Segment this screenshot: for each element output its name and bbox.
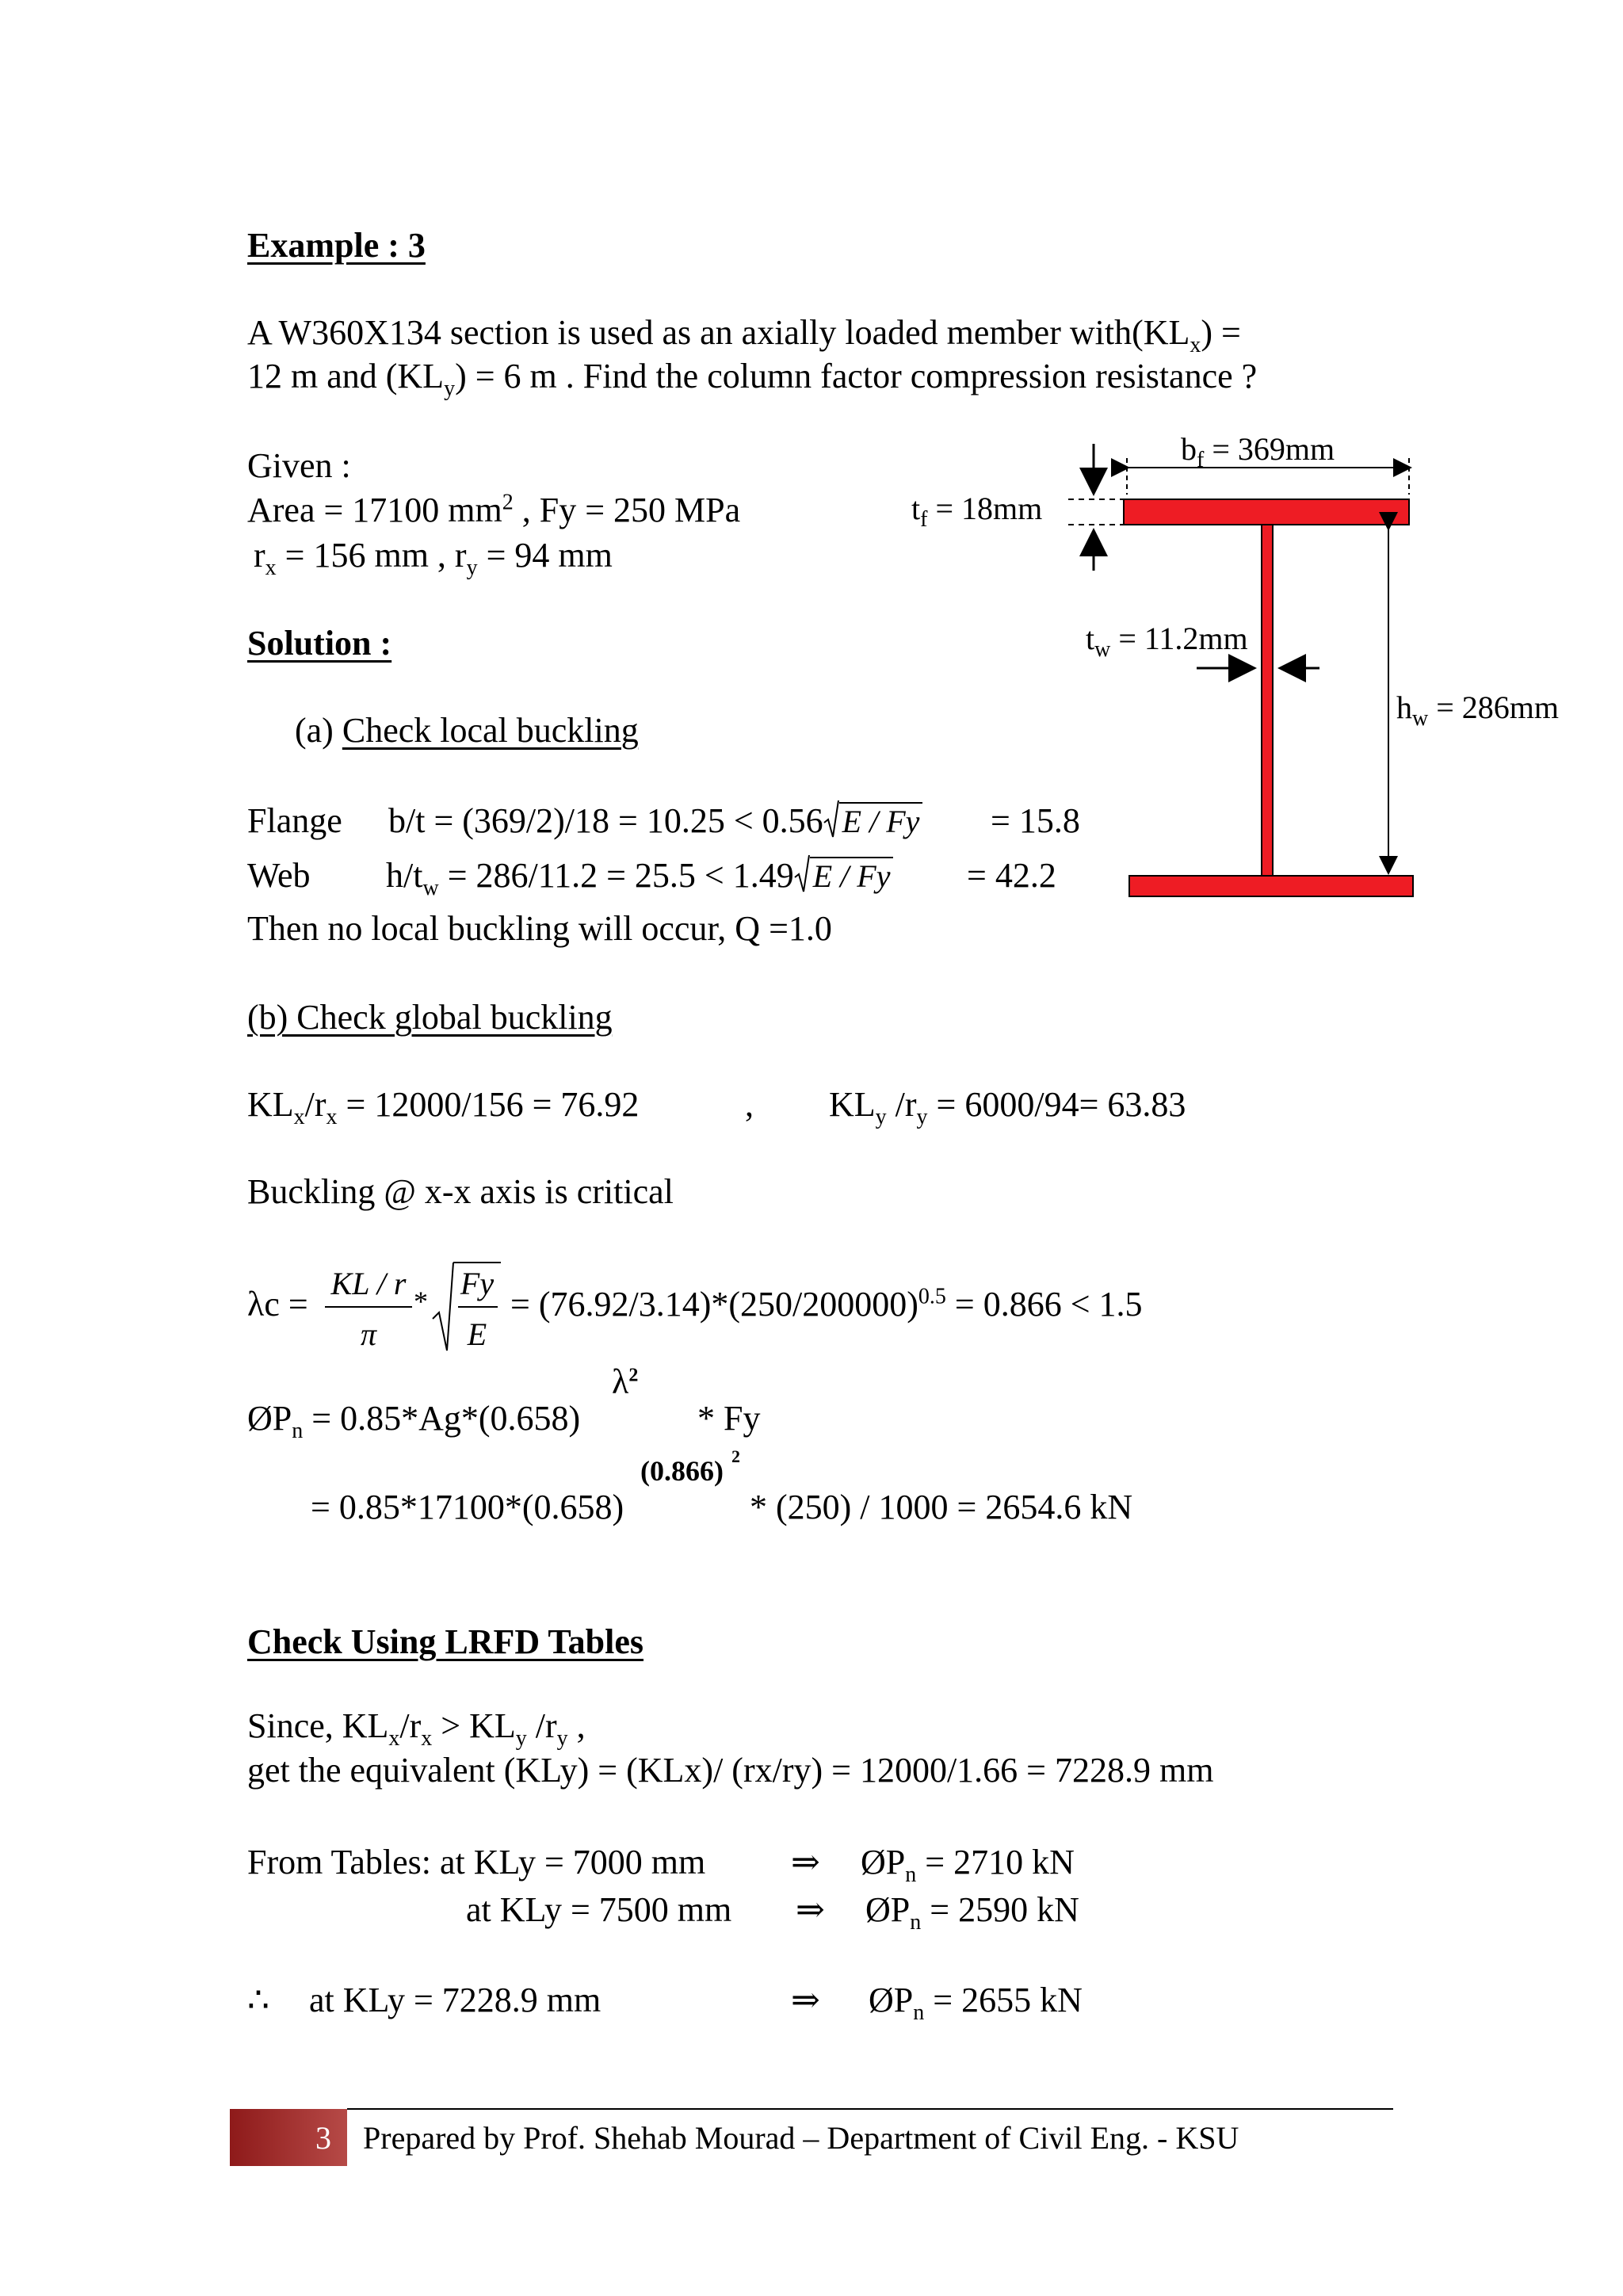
table-row-7000: From Tables: at KLy = 7000 mm <box>247 1843 706 1881</box>
part-a-heading: (a) Check local buckling <box>295 711 639 750</box>
therefore-icon: ∴ <box>247 1981 269 2019</box>
footer-rule <box>347 2108 1393 2110</box>
w-section-diagram <box>1062 428 1569 904</box>
sqrt-sign-icon <box>823 799 839 840</box>
slenderness-separator: , <box>745 1085 754 1124</box>
implies-arrow-icon: ⇒ <box>796 1890 825 1929</box>
root-fraction-numerator: Fy <box>460 1266 495 1301</box>
root-fraction-bar <box>458 1306 498 1308</box>
flange-ratio: b/t = (369/2)/18 = 10.25 < 0.56 E / Fy <box>388 804 922 839</box>
flange-label: Flange <box>247 801 342 840</box>
table-result-7000: $ØP_n = 2710$ kN <box>861 1843 1075 1887</box>
sqrt-radical: E / Fy <box>823 804 923 839</box>
slenderness-x: $KL_x/r_x = 12000/156 = 76.92$ <box>247 1085 640 1129</box>
solution-label: Solution : <box>247 624 392 663</box>
lambda-lhs: λc = <box>247 1285 308 1324</box>
sqrt-overline <box>453 1262 501 1263</box>
sqrt-sign-icon <box>794 854 810 895</box>
lambda-calculation: = $(76.92/3.14)*(250/200000)^{0.5} = 0.866 < 1.5$ <box>510 1284 1143 1324</box>
tf-label: $t_f = 18mm$ <box>911 491 1043 532</box>
sqrt-radical: E / Fy <box>794 858 894 893</box>
bf-label: $b_f = 369mm$ <box>1181 431 1335 472</box>
given-area: Area = 17100 $mm^2$ , Fy = 250 MPa <box>247 490 741 529</box>
sqrt-sign-icon <box>431 1260 455 1354</box>
bottom-flange <box>1129 876 1413 896</box>
capacity-formula-fy: * Fy <box>697 1399 761 1438</box>
interpolated-result: $ØP_n = 2655$ kN <box>869 1981 1083 2025</box>
problem-line-2: 12 m and $(KL_y) = 6$ m . Find the column factor compression resistance ? <box>247 357 1258 401</box>
lambda-exponent: $\lambda^2$ <box>612 1362 639 1401</box>
lrfd-equivalent: get the equivalent (KLy) = (KLx)/ (rx/ry) = 12000/1.66 = 7228.9 mm <box>247 1751 1214 1790</box>
web-label: Web <box>247 856 311 895</box>
problem-line-1: A W360X134 section is used as an axially loaded member $with(KL_x)$ = <box>247 313 1241 357</box>
web-result: = 42.2 <box>967 856 1056 895</box>
capacity-exponent-value: (0.866) $^2$ <box>640 1446 740 1487</box>
capacity-formula: $ØP_n = 0.85*Ag*(0.658)$ <box>247 1399 581 1443</box>
given-label: Given : <box>247 446 351 485</box>
flange-result: = 15.8 <box>991 801 1080 840</box>
capacity-result: * (250) / 1000 = 2654.6 kN <box>750 1488 1133 1526</box>
lambda-fraction-bar <box>325 1306 412 1308</box>
implies-arrow-icon: ⇒ <box>791 1981 820 2019</box>
lambda-fraction-denominator: π <box>360 1316 377 1352</box>
footer-text: Prepared by Prof. Shehab Mourad – Department of Civil Eng. - KSU <box>363 2120 1239 2156</box>
table-result-7500: $ØP_n = 2590$ kN <box>865 1890 1079 1935</box>
local-buckling-conclusion: Then no local buckling will occur, Q =1.0 <box>247 909 832 948</box>
implies-arrow-icon: ⇒ <box>791 1843 820 1881</box>
tw-label: $t_w = 11.2mm$ <box>1086 621 1248 662</box>
lambda-fraction-numerator: KL / r <box>330 1266 407 1301</box>
table-row-7500: at KLy = 7500 mm <box>466 1890 732 1929</box>
capacity-calculation: = 0.85*17100*(0.658) <box>311 1488 624 1526</box>
lrfd-since: Since, $KL_x/r_x > KL_y$ $/r_y$ , <box>247 1706 586 1751</box>
lrfd-heading: Check Using LRFD Tables <box>247 1622 644 1661</box>
web-ratio: $h/t_w = 286/11.2 = 25.5 < 1.49$ E / Fy <box>386 858 893 893</box>
given-radii: $r_x = 156$ mm , $r_y = 94$ mm <box>254 536 613 580</box>
critical-axis-statement: Buckling @ x-x axis is critical <box>247 1172 674 1211</box>
root-fraction-denominator: E <box>467 1316 487 1352</box>
lambda-times: * <box>414 1286 428 1317</box>
page-title: Example : 3 <box>247 226 426 265</box>
top-flange <box>1124 499 1409 525</box>
hw-label: $h_w = 286mm$ <box>1396 690 1560 731</box>
page-number: 3 <box>315 2120 331 2156</box>
interpolated-kly: at KLy = 7228.9 mm <box>309 1981 601 2019</box>
part-b-heading: (b) Check global buckling <box>247 998 613 1037</box>
web <box>1262 525 1273 876</box>
slenderness-y: $KL_y$ $/r_y = 6000/94= 63.83$ <box>829 1085 1186 1129</box>
